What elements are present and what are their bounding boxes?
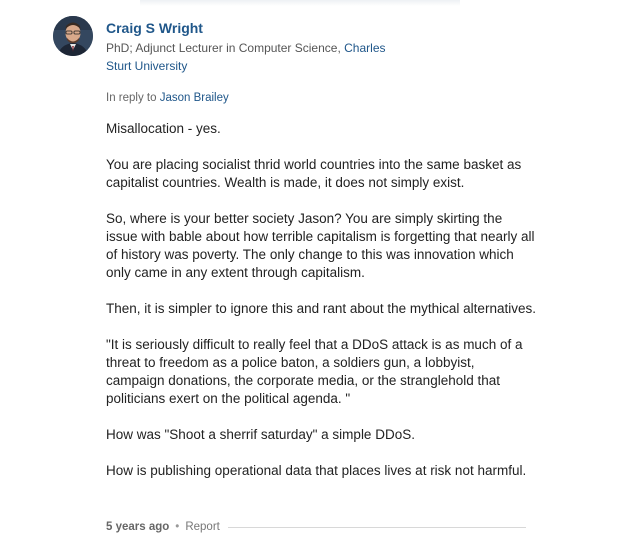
- comment-footer: [106, 519, 526, 535]
- footer-divider: [228, 527, 526, 528]
- comment-paragraph: "It is seriously difficult to really feel that a DDoS attack is as much of a threat to freedom as a police baton, a soldiers gun, a lobbyist, campaign donations, the corporate media, or the stranglehold that politicians exert on the political agenda. ": [106, 337, 523, 406]
- comment-body: [106, 120, 536, 498]
- headline-text: PhD; Adjunct Lecturer in Computer Science,: [106, 41, 341, 55]
- comment-paragraph: You are placing socialist thrid world countries into the same basket as capitalist countries. Wealth is made, it does not simply exist.: [106, 157, 522, 190]
- report-link[interactable]: Report: [185, 521, 220, 533]
- author-name[interactable]: Craig S Wright: [106, 20, 203, 36]
- user-avatar-icon: [53, 16, 93, 56]
- comment-paragraph: Then, it is simpler to ignore this and rant about the mythical alternatives.: [106, 301, 536, 316]
- author-headline: [106, 39, 406, 75]
- timestamp-link[interactable]: 5 years ago: [106, 521, 170, 533]
- reply-prefix: In reply to: [106, 92, 157, 104]
- avatar[interactable]: [53, 16, 93, 56]
- comment-paragraph: So, where is your better society Jason? You are simply skirting the issue with bable about how terrible capitalism is forgetting that nearly all of history was poverty. The only change to this was innovation which only came in any extent through capitalism.: [106, 211, 535, 280]
- comment-paragraph: How was "Shoot a sherrif saturday" a simple DDoS.: [106, 427, 415, 442]
- reply-context: [106, 92, 229, 104]
- separator-dot: •: [175, 521, 180, 533]
- headline-org-link[interactable]: Charles Sturt University: [106, 41, 386, 73]
- top-divider-shadow: [140, 0, 460, 6]
- comment-paragraph: How is publishing operational data that places lives at risk not harmful.: [106, 463, 527, 478]
- comment-paragraph: Misallocation - yes.: [106, 121, 221, 136]
- reply-target-link[interactable]: Jason Brailey: [159, 92, 229, 104]
